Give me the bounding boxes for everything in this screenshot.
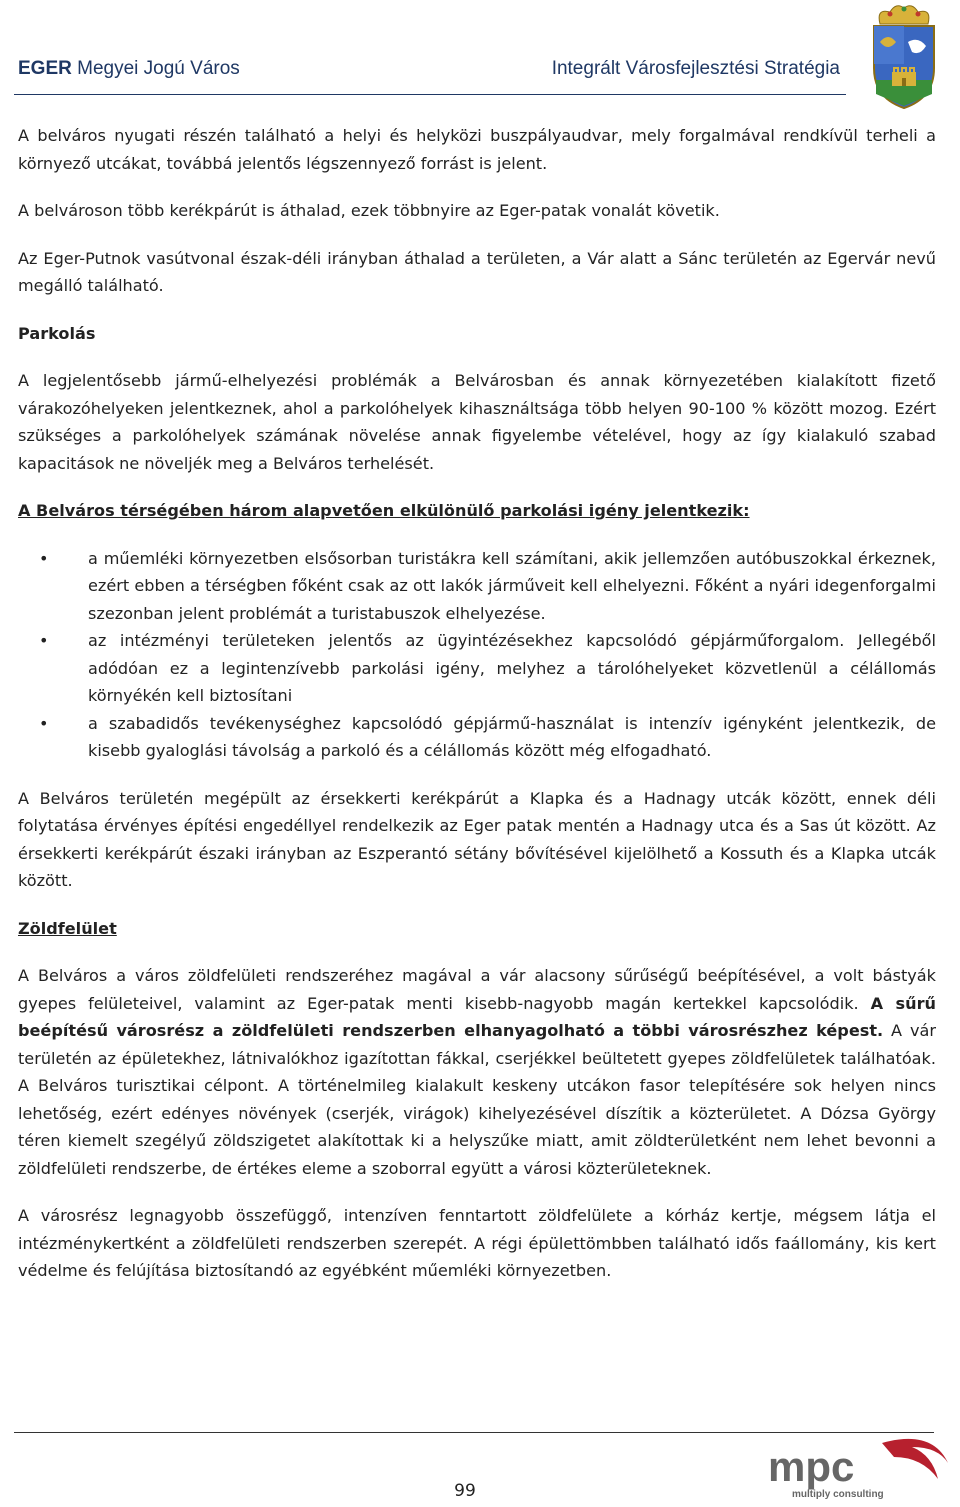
svg-text:multiply consulting: multiply consulting — [792, 1489, 884, 1500]
list-item-text: az intézményi területeken jelentős az ügyintézésekhez kapcsolódó gépjárműforgalom. Jellegéből adódóan ez a legintenzívebb parkolási igény, melyhez a tárolóhelyeket közvetlenül a célállomás környékén kell biztosítani — [88, 631, 936, 705]
green-text-b: A vár területén az épületekhez, látnivalókhoz igazítottan fákkal, cserjékkel beültetett gyepes zöldfelületek találhatóak. A Belváros turisztikai célpont. A történelmileg kialakult keskeny utcákon fasor telepítésére sok helyen nincs lehetőség, ezért edényes növények (cserjék, virágok) kihelyezésével díszítik a közterületet. A Dózsa György téren kiemelt szegélyű zöldszigetet alakítottak ki a helyszűke miatt, amit zöldterületként nem lehet bevonni a zöldfelületi rendszerbe, de értékes eleme a szoborral együtt a városi közterületeknek. — [18, 1021, 936, 1178]
paragraph-ersekkert-bikepath: A Belváros területén megépült az érsekkerti kerékpárút a Klapka és a Hadnagy utcák között, ennek déli folytatása érvényes építési engedéllyel rendelkezik az Eger patak mentén a Hadnagy utca és a Sas út között. Az érsekkerti kerékpárút északi irányban az Eszperantó sétány bővítésével kijelölhető a Kossuth és a Klapka utcák között. — [18, 788, 936, 890]
svg-text:mpc: mpc — [768, 1443, 855, 1490]
list-item-text: a szabadidős tevékenységhez kapcsolódó gépjármű-használat is intenzív igényként jelentkezik, de kisebb gyaloglási távolság a parkoló és a célállomás között még elfogadható. — [88, 713, 936, 760]
bullet-icon: • — [39, 548, 49, 568]
header-city-rest: Megyei Jogú Város — [77, 58, 240, 79]
heading-three-parking-needs: A Belváros térségében három alapvetően elkülönülő parkolási igény jelentkezik: — [18, 501, 750, 520]
green-text-bold: A sűrű beépítésű városrész a zöldfelületi rendszerben elhanyagolható a többi városrészhez képest. — [18, 993, 936, 1040]
list-item — [18, 710, 936, 765]
eger-coat-of-arms-icon — [866, 2, 942, 112]
header-divider — [14, 94, 846, 95]
paragraph-bike-paths: A belvároson több kerékpárút is áthalad, ezek többnyire az Eger-patak vonalát követik. — [18, 201, 720, 220]
paragraph-bus-station: A belváros nyugati részén található a helyi és helyközi buszpályaudvar, mely forgalmával rendkívül terheli a környező utcákat, továbbá jelentős légszennyező forrást is jelent. — [18, 126, 936, 173]
paragraph-railway: Az Eger-Putnok vasútvonal észak-déli irányban áthalad a területen, a Vár alatt a Sánc területén az Egervár nevű megálló található. — [18, 248, 936, 295]
paragraph-parking-problems: A legjelentősebb jármű-elhelyezési problémák a Belvárosban és annak környezetében kialakított fizető várakozóhelyeken jelentkeznek, ahol a parkolóhelyek kihasználtsága több helyen 90-100 % között mozog. Ezért szükséges a parkolóhelyek számának növelése annak figyelembe vételével, hogy az így kialakuló szabad kapacitások ne növeljék meg a Belváros terhelését. — [18, 371, 936, 473]
list-item — [18, 545, 936, 628]
document-body — [18, 122, 936, 1285]
list-item — [18, 627, 936, 710]
parking-needs-list — [18, 545, 936, 765]
page-number: 99 — [454, 1481, 476, 1501]
paragraph-hospital-garden: A városrész legnagyobb összefüggő, intenzíven fenntartott zöldfelülete a kórház kertje, mégsem látja el intézménykertként a zöldfelületi rendszerben szerepét. A régi épülettömbben található idős faállomány, kis kert védelme és felújítása biztosítandó az egyébként műemléki környezetben. — [18, 1206, 936, 1280]
heading-zoldfelulet: Zöldfelület — [18, 918, 117, 938]
mpc-logo-icon — [762, 1433, 952, 1503]
green-text-a: A Belváros a város zöldfelületi rendszeréhez magával a vár alacsony sűrűségű beépítésével, a volt bástyák gyepes felületeivel, valamint az Eger-patak menti kisebb-nagyobb magán kertekkel kapcsolódik. — [18, 966, 936, 1013]
bullet-icon: • — [39, 713, 49, 733]
paragraph-green-areas — [18, 962, 936, 1182]
heading-parkolas: Parkolás — [18, 323, 96, 343]
header-city — [18, 58, 240, 80]
bullet-icon: • — [39, 631, 49, 650]
header-city-bold: EGER — [18, 58, 72, 79]
header-doc-title: Integrált Városfejlesztési Stratégia — [551, 58, 840, 79]
list-item-text: a műemléki környezetben elsősorban turistákra kell számítani, akik jellemzően autóbuszokkal érkeznek, ezért ebben a térségben főként csak az ott lakók járműveit kell elhelyezni. Főként a nyári idegenforgalmi szezonban jelent problémát a turistabuszok elhelyezése. — [88, 548, 936, 623]
page-header — [18, 58, 840, 80]
